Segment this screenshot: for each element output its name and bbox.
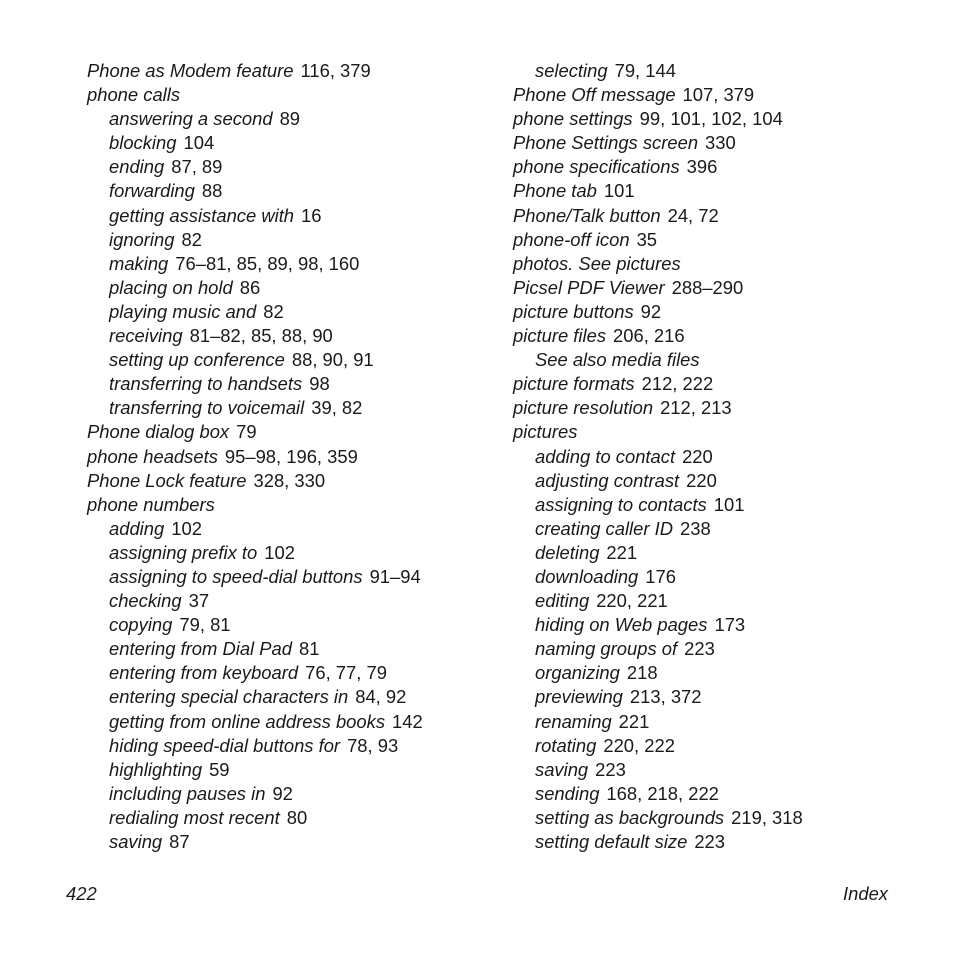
index-term: including pauses in	[109, 782, 266, 804]
index-term: phone settings	[513, 108, 633, 130]
index-subentry	[513, 517, 933, 541]
index-subentry	[513, 734, 933, 758]
index-term: forwarding	[109, 180, 195, 202]
index-term: copying	[109, 614, 173, 636]
index-subentry	[87, 806, 487, 830]
index-page-refs: 206, 216	[613, 325, 685, 347]
index-term: assigning prefix to	[109, 541, 258, 563]
index-subentry	[87, 179, 487, 203]
index-page-refs: 76–81, 85, 89, 98, 160	[175, 252, 360, 274]
index-term: creating caller ID	[535, 517, 673, 539]
index-term: phone numbers	[87, 493, 215, 515]
index-page-refs: 86	[239, 276, 261, 298]
index-page-refs: 212, 222	[641, 373, 714, 395]
index-page-refs: 220, 221	[596, 590, 668, 612]
index-page-refs: 220	[682, 445, 713, 467]
index-page-refs: 79, 81	[179, 614, 231, 636]
index-entry	[87, 469, 487, 493]
index-subentry	[87, 830, 487, 854]
index-page-refs: 24, 72	[667, 204, 719, 226]
index-page-refs: 92	[272, 782, 293, 804]
index-page-refs: 101	[603, 180, 635, 202]
index-subentry	[87, 661, 487, 685]
index-term: Phone/Talk button	[513, 204, 661, 226]
index-subentry	[513, 541, 933, 565]
index-subentry	[87, 372, 487, 396]
index-term: setting as backgrounds	[535, 806, 725, 828]
index-page-refs: 219, 318	[731, 806, 803, 828]
index-subentry	[87, 348, 487, 372]
index-term: downloading	[535, 565, 639, 587]
index-term: pictures	[513, 421, 578, 443]
index-term: getting assistance with	[109, 204, 295, 226]
index-page-refs: 79	[236, 421, 257, 443]
index-subentry	[87, 758, 487, 782]
index-page-refs: 87	[169, 831, 190, 852]
index-subentry	[87, 613, 487, 637]
index-column-right	[513, 59, 933, 854]
index-page-refs: 39, 82	[311, 397, 363, 419]
index-term: rotating	[535, 734, 597, 756]
index-term: phone-off icon	[513, 228, 630, 250]
index-term: adjusting contrast	[535, 469, 680, 491]
index-term: See also media files	[535, 349, 700, 371]
index-entry	[513, 396, 933, 420]
index-page-refs: 218	[626, 662, 658, 684]
index-term: transferring to handsets	[109, 373, 303, 395]
index-subentry	[87, 710, 487, 734]
index-term: Phone tab	[513, 180, 597, 202]
index-subentry	[513, 637, 933, 661]
index-term: Phone Off message	[513, 84, 676, 106]
index-term: hiding on Web pages	[535, 614, 708, 636]
index-term: Phone as Modem feature	[87, 60, 294, 81]
index-entry	[87, 83, 487, 107]
index-term: playing music and	[109, 300, 257, 322]
index-term: phone calls	[87, 84, 181, 106]
index-term: Phone Settings screen	[513, 132, 699, 154]
index-page-refs: 223	[595, 758, 626, 780]
index-subentry	[513, 661, 933, 685]
index-page-refs: 81–82, 85, 88, 90	[189, 325, 333, 347]
index-page-refs: 95–98, 196, 359	[224, 445, 358, 467]
index-page-refs: 220, 222	[603, 734, 675, 756]
index-term: entering from keyboard	[109, 662, 299, 684]
index-page-refs: 80	[286, 806, 308, 828]
index-entry	[513, 420, 933, 444]
index-page-refs: 89	[279, 108, 301, 130]
index-term: previewing	[535, 686, 623, 708]
index-term: phone headsets	[87, 445, 218, 467]
index-term: blocking	[109, 132, 177, 154]
index-subentry	[87, 782, 487, 806]
index-term: adding	[109, 517, 165, 539]
index-page-refs: 107, 379	[682, 84, 755, 106]
index-subentry	[87, 734, 487, 758]
index-page-refs: 88, 90, 91	[291, 349, 374, 371]
index-entry	[87, 493, 487, 517]
index-term: renaming	[535, 710, 612, 732]
index-page-refs: 116, 379	[300, 60, 371, 81]
index-page-refs: 220	[686, 469, 717, 491]
index-page-refs: 78, 93	[347, 734, 399, 756]
index-page-refs: 104	[183, 132, 215, 154]
index-term: deleting	[535, 541, 600, 563]
index-page-refs: 223	[684, 638, 715, 660]
index-term: Picsel PDF Viewer	[513, 276, 665, 298]
index-entry	[513, 276, 933, 300]
index-subentry	[513, 782, 933, 806]
index-page-refs: 79, 144	[614, 60, 676, 81]
index-page-refs: 238	[679, 517, 711, 539]
index-term: phone specifications	[513, 156, 680, 178]
index-page-refs: 102	[171, 517, 202, 539]
index-term: adding to contact	[535, 445, 676, 467]
index-entry	[513, 155, 933, 179]
index-term: editing	[535, 590, 590, 612]
index-subentry	[87, 204, 487, 228]
index-subentry	[87, 324, 487, 348]
index-page-refs: 213, 372	[629, 686, 702, 708]
index-term: hiding speed-dial buttons for	[109, 734, 341, 756]
index-page-refs: 221	[618, 710, 650, 732]
index-subentry	[513, 710, 933, 734]
index-term: saving	[535, 758, 589, 780]
section-title: Index	[843, 883, 888, 904]
index-entry	[513, 300, 933, 324]
index-page-refs: 88	[201, 180, 223, 202]
index-entry	[513, 204, 933, 228]
index-term: ending	[109, 156, 165, 178]
index-page-refs: 212, 213	[660, 397, 732, 419]
index-subentry	[87, 300, 487, 324]
index-subentry	[513, 589, 933, 613]
index-entry	[87, 445, 487, 469]
index-term: placing on hold	[109, 276, 233, 298]
index-term: picture resolution	[513, 397, 654, 419]
index-subentry	[87, 589, 487, 613]
index-subentry	[513, 613, 933, 637]
index-page-refs: 35	[636, 228, 658, 250]
index-page-refs: 82	[181, 228, 202, 250]
index-term: receiving	[109, 325, 183, 347]
index-page-refs: 168, 218, 222	[606, 782, 719, 804]
index-column-left	[87, 59, 487, 854]
index-subentry	[87, 517, 487, 541]
index-page-refs: 59	[209, 758, 230, 780]
index-subentry	[87, 252, 487, 276]
index-page-refs: 92	[640, 300, 662, 322]
index-entry	[513, 179, 933, 203]
index-subentry	[513, 493, 933, 517]
index-subentry	[513, 758, 933, 782]
index-term: redialing most recent	[109, 806, 280, 828]
index-term: making	[109, 252, 169, 274]
index-term: picture buttons	[513, 300, 634, 322]
index-subentry	[87, 541, 487, 565]
index-term: organizing	[535, 662, 620, 684]
index-page-refs: 84, 92	[355, 686, 407, 708]
index-page-refs: 16	[301, 204, 322, 226]
index-entry	[513, 83, 933, 107]
index-subentry	[87, 276, 487, 300]
index-term: Phone Lock feature	[87, 469, 247, 491]
index-page-refs: 328, 330	[253, 469, 326, 491]
index-page-refs: 82	[263, 300, 284, 322]
index-entry	[87, 420, 487, 444]
index-entry	[513, 131, 933, 155]
index-entry	[87, 59, 487, 83]
index-subentry	[87, 637, 487, 661]
index-subentry	[87, 685, 487, 709]
index-term: setting default size	[535, 831, 688, 852]
index-term: entering special characters in	[109, 686, 349, 708]
index-page-refs: 173	[714, 614, 746, 636]
index-page-refs: 102	[264, 541, 295, 563]
index-term: getting from online address books	[109, 710, 386, 732]
index-term: answering a second	[109, 108, 273, 130]
index-subentry	[513, 806, 933, 830]
index-subentry	[513, 445, 933, 469]
index-page-refs: 37	[188, 590, 210, 612]
index-subentry	[513, 685, 933, 709]
index-term: saving	[109, 831, 163, 852]
index-term: highlighting	[109, 758, 203, 780]
index-entry	[513, 324, 933, 348]
index-term: entering from Dial Pad	[109, 638, 292, 660]
index-page-refs: 99, 101, 102, 104	[639, 108, 783, 130]
index-subentry	[87, 155, 487, 179]
index-term: assigning to contacts	[535, 493, 707, 515]
index-entry	[513, 372, 933, 396]
index-page-refs: 330	[705, 132, 736, 154]
index-subentry	[513, 59, 933, 83]
index-page-refs: 223	[694, 831, 726, 852]
index-page-refs: 98	[309, 373, 330, 395]
index-page-refs: 142	[392, 710, 423, 732]
index-subentry	[513, 348, 933, 372]
index-page-refs: 87, 89	[171, 156, 223, 178]
index-subentry	[513, 830, 933, 854]
index-subentry	[513, 469, 933, 493]
index-subentry	[87, 396, 487, 420]
index-entry	[513, 107, 933, 131]
index-page-refs: 91–94	[369, 565, 421, 587]
index-term: naming groups of	[535, 638, 678, 660]
index-term: checking	[109, 590, 182, 612]
index-entry	[513, 228, 933, 252]
index-term: picture files	[513, 325, 607, 347]
index-term: setting up conference	[109, 349, 285, 371]
index-page-refs: 221	[606, 541, 638, 563]
page-number: 422	[66, 883, 97, 904]
index-subentry	[87, 131, 487, 155]
index-page-refs: 288–290	[671, 276, 744, 298]
index-subentry	[513, 565, 933, 589]
index-page-refs: 101	[713, 493, 745, 515]
index-subentry	[87, 107, 487, 131]
index-term: photos. See pictures	[513, 252, 681, 274]
index-page-refs: 396	[686, 156, 718, 178]
index-entry	[513, 252, 933, 276]
index-page-refs: 81	[298, 638, 320, 660]
index-page-refs: 176	[645, 565, 676, 587]
index-term: sending	[535, 782, 600, 804]
index-subentry	[87, 228, 487, 252]
index-term: ignoring	[109, 228, 175, 250]
index-term: selecting	[535, 60, 608, 81]
index-term: picture formats	[513, 373, 635, 395]
index-term: assigning to speed-dial buttons	[109, 565, 363, 587]
index-page-refs: 76, 77, 79	[305, 662, 387, 684]
index-term: Phone dialog box	[87, 421, 230, 443]
index-term: transferring to voicemail	[109, 397, 305, 419]
index-subentry	[87, 565, 487, 589]
